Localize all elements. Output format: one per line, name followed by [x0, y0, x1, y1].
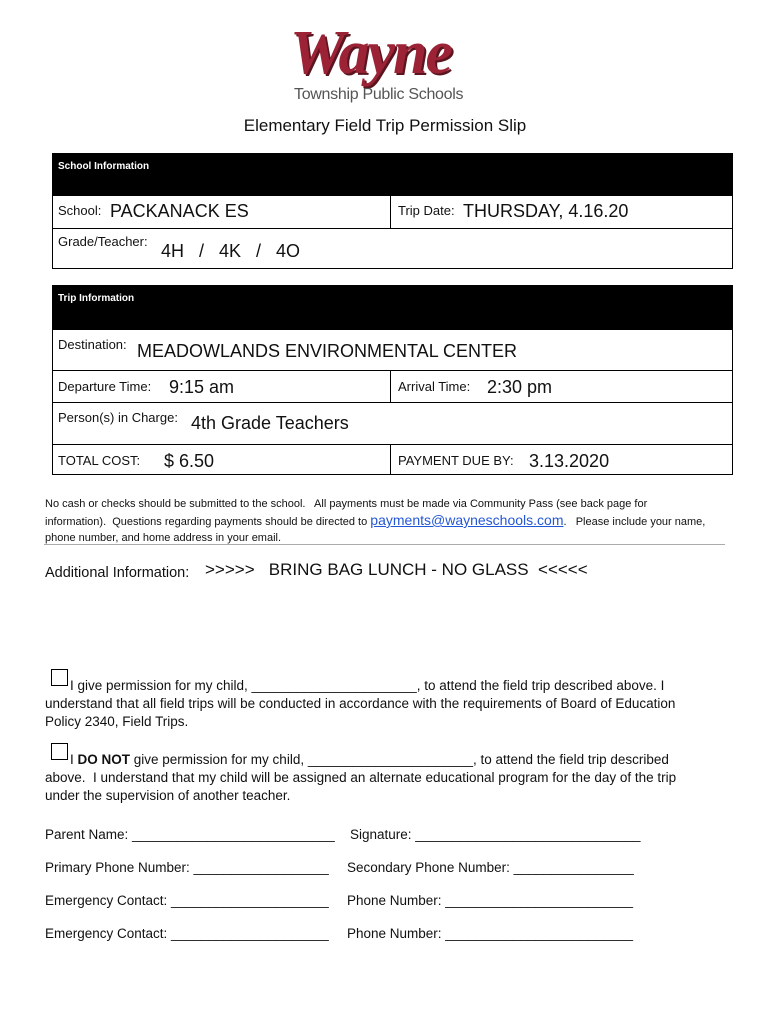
- cost-label: TOTAL COST:: [58, 453, 141, 468]
- payment-note-line2-end: . Please include your name,: [563, 516, 706, 528]
- section-divider: [44, 544, 725, 545]
- emergency-phone-1-field[interactable]: Phone Number: _________________________: [347, 893, 634, 908]
- due-label: PAYMENT DUE BY:: [398, 453, 514, 468]
- persons-value[interactable]: 4th Grade Teachers: [191, 413, 349, 433]
- payment-note: [45, 496, 745, 546]
- permission-yes-line3: Policy 2340, Field Trips.: [45, 714, 189, 729]
- payment-note-line1: No cash or checks should be submitted to the school. All payments must be made via Community Pass (see back page for: [45, 498, 648, 510]
- do-not-emphasis: DO NOT: [77, 752, 131, 767]
- school-info-header: School Information: [52, 153, 733, 195]
- departure-value[interactable]: 9:15 am: [169, 377, 235, 397]
- secondary-phone-field[interactable]: Secondary Phone Number: ________________: [347, 860, 634, 875]
- destination-value[interactable]: MEADOWLANDS ENVIRONMENTAL CENTER: [137, 341, 518, 361]
- grade-label: Grade/Teacher:: [58, 234, 148, 249]
- parent-name-field[interactable]: Parent Name: ___________________________: [45, 827, 335, 842]
- payment-note-line2-start: information). Questions regarding payments should be directed to: [45, 516, 371, 528]
- emergency-contact-2-field[interactable]: Emergency Contact: _____________________: [45, 926, 329, 941]
- emergency-contact-1-field[interactable]: Emergency Contact: _____________________: [45, 893, 329, 908]
- form-title: Elementary Field Trip Permission Slip: [243, 116, 527, 135]
- permission-no-line1-start: I: [70, 752, 78, 767]
- cost-value[interactable]: $ 6.50: [164, 451, 215, 471]
- logo-subtitle: Township Public Schools: [294, 86, 464, 103]
- payment-note-line2: [45, 512, 745, 530]
- emergency-phone-2-field[interactable]: Phone Number: _________________________: [347, 926, 634, 941]
- signature-field[interactable]: Signature: ______________________________: [350, 827, 641, 842]
- permission-yes-line2: understand that all field trips will be conducted in accordance with the requirements of Board of Education: [45, 696, 676, 711]
- school-label: School:: [58, 203, 102, 218]
- additional-label: Additional Information:: [45, 565, 190, 581]
- logo-wordmark: Wayne: [290, 19, 452, 87]
- grade-value[interactable]: 4H / 4K / 4O: [161, 241, 301, 261]
- destination-label: Destination:: [58, 337, 127, 352]
- permission-no-line3: under the supervision of another teacher.: [45, 788, 291, 803]
- permission-no-line2: above. I understand that my child will be assigned an alternate educational program for the day of the trip: [45, 770, 677, 785]
- permission-no-line1: [45, 751, 745, 769]
- trip-info-header: Trip Information: [52, 285, 733, 329]
- payments-email-link[interactable]: payments@wayneschools.com: [370, 512, 564, 528]
- trip-date-value[interactable]: THURSDAY, 4.16.20: [463, 201, 629, 221]
- trip-date-label: Trip Date:: [398, 203, 455, 218]
- departure-label: Departure Time:: [58, 379, 152, 394]
- school-value[interactable]: PACKANACK ES: [110, 201, 249, 221]
- persons-label: Person(s) in Charge:: [58, 410, 178, 425]
- arrival-value[interactable]: 2:30 pm: [487, 377, 553, 397]
- payment-note-line3: phone number, and home address in your email.: [45, 532, 282, 544]
- additional-value[interactable]: >>>>> BRING BAG LUNCH - NO GLASS <<<<<: [205, 560, 588, 579]
- permission-no-line1-end: give permission for my child, ______________________, to attend the field trip described: [130, 752, 669, 767]
- arrival-label: Arrival Time:: [398, 379, 471, 394]
- due-value[interactable]: 3.13.2020: [529, 451, 610, 471]
- permission-yes-line1: I give permission for my child, ______________________, to attend the field trip described above. I: [70, 678, 665, 693]
- primary-phone-field[interactable]: Primary Phone Number: __________________: [45, 860, 329, 875]
- grade-cell: [52, 228, 733, 269]
- permission-yes-text: [45, 677, 745, 731]
- permission-no-text: [45, 751, 745, 805]
